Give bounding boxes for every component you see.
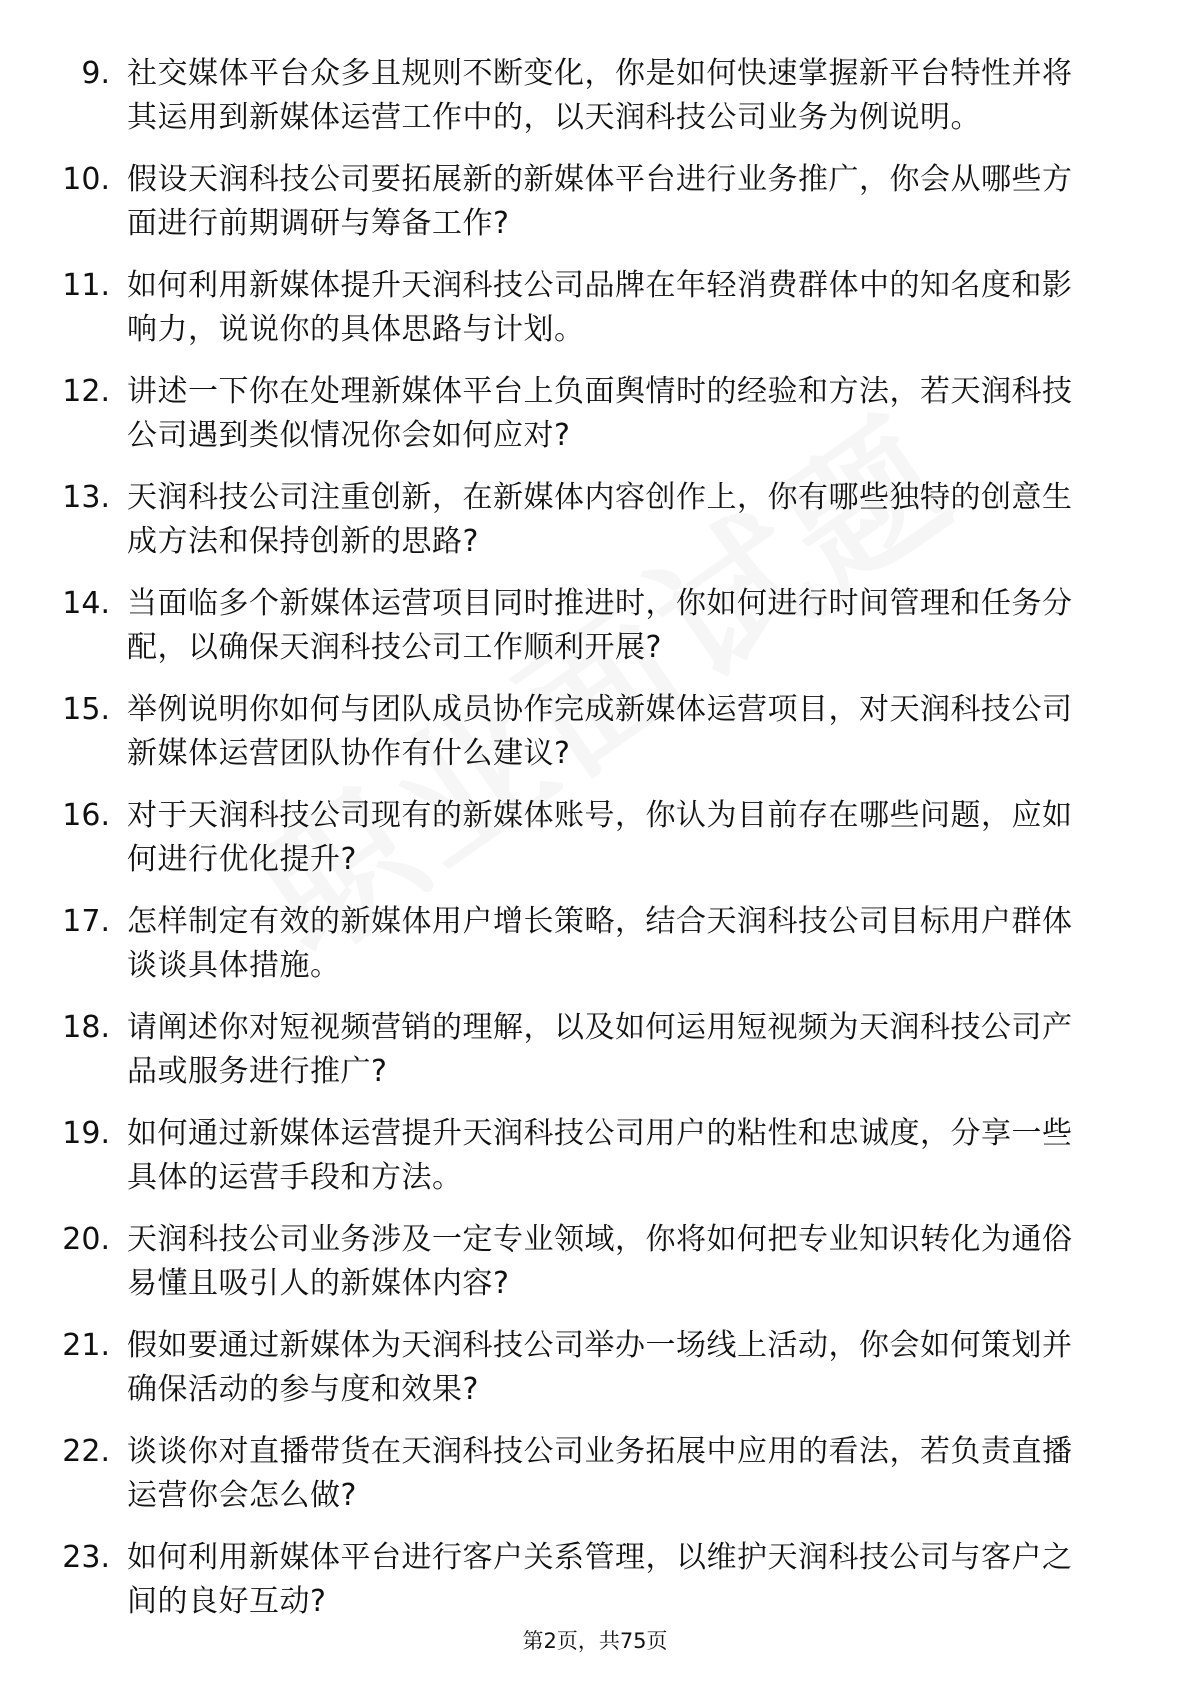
question-text: 当面临多个新媒体运营项目同时推进时，你如何进行时间管理和任务分配，以确保天润科技公司工作顺利开展?	[127, 586, 1073, 665]
question-item	[0, 1112, 1190, 1218]
question-item	[0, 1430, 1190, 1536]
question-text: 天润科技公司业务涉及一定专业领域，你将如何把专业知识转化为通俗易懂且吸引人的新媒体内容?	[127, 1222, 1073, 1301]
question-text: 讲述一下你在处理新媒体平台上负面舆情时的经验和方法，若天润科技公司遇到类似情况你会如何应对?	[127, 374, 1073, 453]
question-item	[0, 1324, 1190, 1430]
question-item	[0, 476, 1190, 582]
question-number: 16.	[62, 798, 110, 833]
question-number: 11.	[62, 268, 110, 303]
question-text: 请阐述你对短视频营销的理解，以及如何运用短视频为天润科技公司产品或服务进行推广?	[127, 1010, 1073, 1089]
question-text: 对于天润科技公司现有的新媒体账号，你认为目前存在哪些问题，应如何进行优化提升?	[127, 798, 1073, 877]
question-number: 19.	[62, 1116, 110, 1151]
question-text: 假如要通过新媒体为天润科技公司举办一场线上活动，你会如何策划并确保活动的参与度和效果?	[127, 1328, 1073, 1407]
question-number: 17.	[62, 904, 110, 939]
question-item	[0, 52, 1190, 158]
question-text: 天润科技公司注重创新，在新媒体内容创作上，你有哪些独特的创意生成方法和保持创新的思路?	[127, 480, 1073, 559]
page-footer: 第2页，共75页	[522, 1629, 668, 1653]
question-text: 社交媒体平台众多且规则不断变化，你是如何快速掌握新平台特性并将其运用到新媒体运营工作中的，以天润科技公司业务为例说明。	[127, 56, 1073, 135]
question-number: 12.	[62, 374, 110, 409]
question-number: 23.	[62, 1540, 110, 1575]
question-number: 18.	[62, 1010, 110, 1045]
question-list	[0, 52, 1190, 1642]
question-item	[0, 370, 1190, 476]
question-item	[0, 1218, 1190, 1324]
question-item	[0, 794, 1190, 900]
question-item	[0, 1006, 1190, 1112]
question-number: 13.	[62, 480, 110, 515]
question-number: 10.	[62, 162, 110, 197]
question-text: 怎样制定有效的新媒体用户增长策略，结合天润科技公司目标用户群体谈谈具体措施。	[127, 904, 1073, 983]
question-text: 如何利用新媒体平台进行客户关系管理，以维护天润科技公司与客户之间的良好互动?	[127, 1540, 1073, 1619]
question-item	[0, 158, 1190, 264]
question-text: 如何利用新媒体提升天润科技公司品牌在年轻消费群体中的知名度和影响力，说说你的具体思路与计划。	[127, 268, 1073, 347]
question-number: 14.	[62, 586, 110, 621]
question-text: 谈谈你对直播带货在天润科技公司业务拓展中应用的看法，若负责直播运营你会怎么做?	[127, 1434, 1073, 1513]
question-number: 9.	[81, 56, 110, 91]
question-number: 22.	[62, 1434, 110, 1469]
question-number: 20.	[62, 1222, 110, 1257]
question-text: 假设天润科技公司要拓展新的新媒体平台进行业务推广，你会从哪些方面进行前期调研与筹备工作?	[127, 162, 1073, 241]
question-number: 21.	[62, 1328, 110, 1363]
question-text: 举例说明你如何与团队成员协作完成新媒体运营项目，对天润科技公司新媒体运营团队协作有什么建议?	[127, 692, 1073, 771]
question-text: 如何通过新媒体运营提升天润科技公司用户的粘性和忠诚度，分享一些具体的运营手段和方法。	[127, 1116, 1073, 1195]
question-item	[0, 688, 1190, 794]
question-item	[0, 264, 1190, 370]
question-number: 15.	[62, 692, 110, 727]
question-item	[0, 582, 1190, 688]
question-item	[0, 900, 1190, 1006]
